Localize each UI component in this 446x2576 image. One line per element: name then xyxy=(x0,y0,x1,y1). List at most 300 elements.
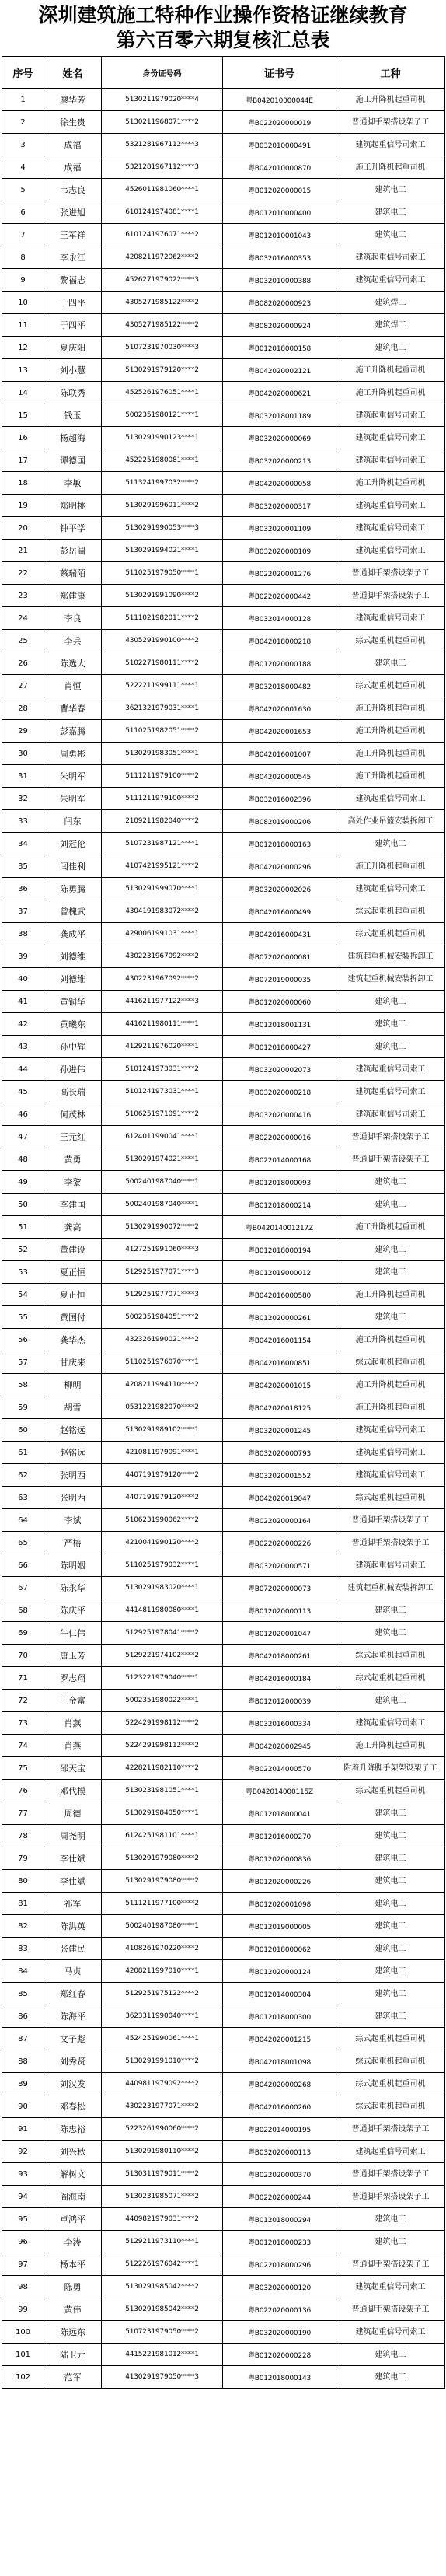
row-seq: 16 xyxy=(2,427,44,449)
row-id-number: 4304191983072****2 xyxy=(102,900,223,923)
row-cert-number: 粤B032016000334 xyxy=(223,1712,336,1735)
row-cert-number: 粤B032020000213 xyxy=(223,449,336,472)
table-row xyxy=(2,720,445,743)
row-job-type: 普通脚手架搭设架子工 xyxy=(336,1509,445,1532)
row-cert-number: 粤B022014000195 xyxy=(223,2118,336,2141)
table-row xyxy=(2,833,445,855)
row-job-type: 普通脚手架搭设架子工 xyxy=(336,2298,445,2321)
table-row xyxy=(2,1058,445,1081)
row-cert-number: 粤B012020000060 xyxy=(223,991,336,1013)
row-cert-number: 粤B012010000400 xyxy=(223,201,336,224)
row-id-number: 6124011990041****1 xyxy=(102,1126,223,1148)
row-id-number: 5130291983051****1 xyxy=(102,743,223,765)
row-id-number: 4407191979120****2 xyxy=(102,1487,223,1509)
table-row xyxy=(2,2050,445,2073)
row-job-type: 普通脚手架搭设架子工 xyxy=(336,2118,445,2141)
row-job-type: 普通脚手架搭设架子工 xyxy=(336,2163,445,2186)
row-name: 陈庆平 xyxy=(44,1599,102,1622)
row-seq: 82 xyxy=(2,1915,44,1938)
row-id-number: 4414811980080****1 xyxy=(102,1599,223,1622)
row-seq: 63 xyxy=(2,1487,44,1509)
row-job-type: 施工升降机起重司机 xyxy=(336,720,445,743)
row-seq: 80 xyxy=(2,1870,44,1893)
table-row xyxy=(2,359,445,382)
table-row xyxy=(2,1780,445,1802)
row-name: 阎海南 xyxy=(44,2186,102,2208)
row-cert-number: 粤B042014000115Z xyxy=(223,1780,336,1802)
row-seq: 24 xyxy=(2,607,44,630)
row-job-type: 施工升降机起重司机 xyxy=(336,697,445,720)
row-job-type: 综式起重机起重司机 xyxy=(336,2073,445,2095)
row-cert-number: 粤B012020000188 xyxy=(223,652,336,675)
table-row xyxy=(2,991,445,1013)
row-id-number: 5111211979100****2 xyxy=(102,765,223,788)
row-cert-number: 粤B012012000039 xyxy=(223,1690,336,1712)
row-id-number: 5321281967112****3 xyxy=(102,156,223,179)
row-seq: 48 xyxy=(2,1148,44,1171)
table-row xyxy=(2,1419,445,1442)
row-name: 钱玉 xyxy=(44,404,102,427)
row-name: 成福 xyxy=(44,134,102,156)
row-name: 黎福志 xyxy=(44,269,102,292)
header-row xyxy=(2,57,445,89)
table-row xyxy=(2,968,445,991)
row-seq: 88 xyxy=(2,2050,44,2073)
row-name: 李建国 xyxy=(44,1194,102,1216)
table-row xyxy=(2,382,445,404)
row-id-number: 4409811979092****2 xyxy=(102,2073,223,2095)
row-job-type: 综式起重机起重司机 xyxy=(336,1667,445,1690)
row-seq: 55 xyxy=(2,1306,44,1329)
row-job-type: 施工升降机起重司机 xyxy=(336,1329,445,1351)
row-id-number: 4323261990021****2 xyxy=(102,1329,223,1351)
row-cert-number: 粤B072020000081 xyxy=(223,945,336,968)
row-job-type: 建筑电工 xyxy=(336,224,445,246)
row-name: 董建设 xyxy=(44,1239,102,1261)
row-name: 甘庆来 xyxy=(44,1351,102,1374)
row-id-number: 5130291996011****2 xyxy=(102,495,223,517)
table-row xyxy=(2,2073,445,2095)
table-row xyxy=(2,201,445,224)
table-row xyxy=(2,697,445,720)
row-cert-number: 粤B032016002396 xyxy=(223,788,336,810)
row-name: 肖燕 xyxy=(44,1735,102,1757)
row-id-number: 4228211982110****2 xyxy=(102,1757,223,1780)
row-name: 陈忠裕 xyxy=(44,2118,102,2141)
row-id-number: 6124251981101****1 xyxy=(102,1825,223,1847)
row-cert-number: 粤B022014000168 xyxy=(223,1148,336,1171)
row-id-number: 5111021982011****2 xyxy=(102,607,223,630)
table-row xyxy=(2,652,445,675)
table-row xyxy=(2,517,445,540)
row-name: 李永江 xyxy=(44,246,102,269)
row-name: 张明西 xyxy=(44,1487,102,1509)
table-row xyxy=(2,1013,445,1036)
row-id-number: 5223261990060****2 xyxy=(102,2118,223,2141)
row-cert-number: 粤B032018000482 xyxy=(223,675,336,697)
row-name: 解树文 xyxy=(44,2163,102,2186)
row-seq: 83 xyxy=(2,1938,44,1960)
row-job-type: 建筑电工 xyxy=(336,337,445,359)
row-seq: 36 xyxy=(2,878,44,900)
row-seq: 17 xyxy=(2,449,44,472)
row-id-number: 5130291999070****1 xyxy=(102,878,223,900)
row-cert-number: 粤B012020000226 xyxy=(223,1870,336,1893)
row-id-number: 5110251979032****1 xyxy=(102,1554,223,1577)
row-id-number: 5123221979040****1 xyxy=(102,1667,223,1690)
row-id-number: 5110251976070****1 xyxy=(102,1351,223,1374)
row-cert-number: 粤B032016000353 xyxy=(223,246,336,269)
row-name: 陈明姻 xyxy=(44,1554,102,1577)
table-row xyxy=(2,878,445,900)
row-id-number: 5130291991090****2 xyxy=(102,585,223,607)
row-job-type: 建筑起重信号司索工 xyxy=(336,1712,445,1735)
row-cert-number: 粤B072019000035 xyxy=(223,968,336,991)
table-row xyxy=(2,1126,445,1148)
row-job-type: 建筑电工 xyxy=(336,1013,445,1036)
row-job-type: 施工升降机起重司机 xyxy=(336,89,445,111)
row-id-number: 5130291979080****2 xyxy=(102,1847,223,1870)
table-row xyxy=(2,2163,445,2186)
row-cert-number: 粤B012020000261 xyxy=(223,1306,336,1329)
row-name: 王金富 xyxy=(44,1690,102,1712)
row-seq: 7 xyxy=(2,224,44,246)
row-name: 李仕斌 xyxy=(44,1847,102,1870)
table-row xyxy=(2,1983,445,2005)
row-id-number: 4210811979091****1 xyxy=(102,1442,223,1464)
row-seq: 32 xyxy=(2,788,44,810)
row-cert-number: 粤B042016001007 xyxy=(223,743,336,765)
row-name: 邓春松 xyxy=(44,2095,102,2118)
row-seq: 22 xyxy=(2,562,44,585)
row-seq: 1 xyxy=(2,89,44,111)
table-row xyxy=(2,1306,445,1329)
row-cert-number: 粤B012018000214 xyxy=(223,1194,336,1216)
row-job-type: 施工升降机起重司机 xyxy=(336,855,445,878)
row-id-number: 4409821979031****2 xyxy=(102,2208,223,2231)
row-cert-number: 粤B042016000260 xyxy=(223,2095,336,2118)
row-id-number: 4305271985122****2 xyxy=(102,292,223,314)
row-cert-number: 粤B042010000044E xyxy=(223,89,336,111)
row-seq: 29 xyxy=(2,720,44,743)
table-row xyxy=(2,1532,445,1554)
table-row xyxy=(2,495,445,517)
row-job-type: 综式起重机起重司机 xyxy=(336,1351,445,1374)
row-cert-number: 粤B042020000621 xyxy=(223,382,336,404)
row-name: 郑明桃 xyxy=(44,495,102,517)
row-seq: 34 xyxy=(2,833,44,855)
row-job-type: 建筑起重信号司索工 xyxy=(336,1103,445,1126)
table-row xyxy=(2,1757,445,1780)
row-id-number: 5002401987040****1 xyxy=(102,1194,223,1216)
row-cert-number: 粤B032018001189 xyxy=(223,404,336,427)
table-row xyxy=(2,269,445,292)
row-id-number: 4208211972062****2 xyxy=(102,246,223,269)
row-id-number: 5129251977071****3 xyxy=(102,1284,223,1306)
row-job-type: 施工升降机起重司机 xyxy=(336,1284,445,1306)
row-job-type: 建筑起重信号司索工 xyxy=(336,1419,445,1442)
row-seq: 61 xyxy=(2,1442,44,1464)
row-cert-number: 粤B022020000442 xyxy=(223,585,336,607)
row-job-type: 普通脚手架搭设架子工 xyxy=(336,585,445,607)
table-body xyxy=(2,89,445,2389)
row-id-number: 2109211982040****2 xyxy=(102,810,223,833)
title-line-1: 深圳建筑施工特种作业操作资格证继续教育 xyxy=(38,4,408,26)
row-cert-number: 粤B042010000870 xyxy=(223,156,336,179)
table-row xyxy=(2,1239,445,1261)
row-seq: 102 xyxy=(2,2366,44,2389)
row-seq: 43 xyxy=(2,1036,44,1058)
row-job-type: 建筑电工 xyxy=(336,1306,445,1329)
row-id-number: 5130211979020****4 xyxy=(102,89,223,111)
row-job-type: 建筑起重信号司索工 xyxy=(336,246,445,269)
row-job-type: 建筑电工 xyxy=(336,1915,445,1938)
row-job-type: 综式起重机起重司机 xyxy=(336,923,445,945)
row-cert-number: 粤B012018000143 xyxy=(223,2366,336,2389)
table-row xyxy=(2,314,445,337)
row-cert-number: 粤B012014000304 xyxy=(223,1983,336,2005)
row-id-number: 5130291974021****1 xyxy=(102,1148,223,1171)
row-id-number: 4108261970220****2 xyxy=(102,1938,223,1960)
row-seq: 2 xyxy=(2,111,44,134)
table-row xyxy=(2,675,445,697)
row-job-type: 建筑电工 xyxy=(336,1239,445,1261)
row-id-number: 5224291998112****2 xyxy=(102,1735,223,1757)
table-row xyxy=(2,1690,445,1712)
row-name: 刘秀贤 xyxy=(44,2050,102,2073)
row-job-type: 建筑起重信号司索工 xyxy=(336,269,445,292)
row-cert-number: 粤B042020001215 xyxy=(223,2028,336,2050)
row-name: 邓代模 xyxy=(44,1780,102,1802)
row-name: 陆卫元 xyxy=(44,2344,102,2366)
row-job-type: 建筑电工 xyxy=(336,1171,445,1194)
row-cert-number: 粤B012018000194 xyxy=(223,1239,336,1261)
row-seq: 5 xyxy=(2,179,44,201)
table-row xyxy=(2,1599,445,1622)
row-seq: 86 xyxy=(2,2005,44,2028)
table-row xyxy=(2,2141,445,2163)
row-job-type: 施工升降机起重司机 xyxy=(336,1735,445,1757)
row-name: 罗志翔 xyxy=(44,1667,102,1690)
row-cert-number: 粤B042020002121 xyxy=(223,359,336,382)
row-id-number: 5130291994021****1 xyxy=(102,540,223,562)
row-name: 刘小慧 xyxy=(44,359,102,382)
row-name: 牛仁伟 xyxy=(44,1622,102,1645)
row-job-type: 建筑电工 xyxy=(336,1847,445,1870)
row-cert-number: 粤B022018000296 xyxy=(223,2253,336,2276)
row-cert-number: 粤B082020000924 xyxy=(223,314,336,337)
row-name: 黄勇 xyxy=(44,1148,102,1171)
row-name: 张建民 xyxy=(44,1938,102,1960)
row-job-type: 综式起重机起重司机 xyxy=(336,1487,445,1509)
row-id-number: 4302231967092****2 xyxy=(102,945,223,968)
table-row xyxy=(2,179,445,201)
row-seq: 56 xyxy=(2,1329,44,1351)
row-name: 陈选大 xyxy=(44,652,102,675)
row-seq: 51 xyxy=(2,1216,44,1239)
row-id-number: 5111211977100****2 xyxy=(102,1893,223,1915)
row-id-number: 4416211977122****3 xyxy=(102,991,223,1013)
row-name: 杨本平 xyxy=(44,2253,102,2276)
row-job-type: 建筑电工 xyxy=(336,2344,445,2366)
row-id-number: 5129251977071****3 xyxy=(102,1261,223,1284)
table-row xyxy=(2,246,445,269)
row-cert-number: 粤B042020001653 xyxy=(223,720,336,743)
row-name: 赵铭远 xyxy=(44,1419,102,1442)
row-seq: 65 xyxy=(2,1532,44,1554)
row-cert-number: 粤B022020000019 xyxy=(223,111,336,134)
row-id-number: 5129251978041****2 xyxy=(102,1622,223,1645)
row-job-type: 综式起重机起重司机 xyxy=(336,2050,445,2073)
row-cert-number: 粤B012018000300 xyxy=(223,2005,336,2028)
row-seq: 58 xyxy=(2,1374,44,1396)
row-seq: 50 xyxy=(2,1194,44,1216)
row-cert-number: 粤B022020000244 xyxy=(223,2186,336,2208)
row-name: 龚高 xyxy=(44,1216,102,1239)
row-seq: 95 xyxy=(2,2208,44,2231)
row-cert-number: 粤B032020001245 xyxy=(223,1419,336,1442)
table-row xyxy=(2,292,445,314)
row-cert-number: 粤B032020000113 xyxy=(223,2141,336,2163)
row-cert-number: 粤B082020000923 xyxy=(223,292,336,314)
row-seq: 97 xyxy=(2,2253,44,2276)
row-job-type: 建筑起重机械安装拆卸工 xyxy=(336,1577,445,1599)
row-cert-number: 粤B022020001276 xyxy=(223,562,336,585)
row-name: 陈海平 xyxy=(44,2005,102,2028)
row-seq: 59 xyxy=(2,1396,44,1419)
table-row xyxy=(2,2208,445,2231)
row-cert-number: 粤B042020000296 xyxy=(223,855,336,878)
row-job-type: 建筑焊工 xyxy=(336,314,445,337)
row-id-number: 5130291991010****2 xyxy=(102,2050,223,2073)
row-name: 马贞 xyxy=(44,1960,102,1983)
row-name: 孙中辉 xyxy=(44,1036,102,1058)
row-job-type: 综式起重机起重司机 xyxy=(336,675,445,697)
row-cert-number: 粤B042016000184 xyxy=(223,1667,336,1690)
row-cert-number: 粤B032020000416 xyxy=(223,1103,336,1126)
row-name: 黄伟 xyxy=(44,2298,102,2321)
row-seq: 13 xyxy=(2,359,44,382)
row-seq: 21 xyxy=(2,540,44,562)
row-name: 杨超海 xyxy=(44,427,102,449)
row-job-type: 建筑电工 xyxy=(336,1938,445,1960)
table-row xyxy=(2,2005,445,2028)
row-job-type: 施工升降机起重司机 xyxy=(336,743,445,765)
row-id-number: 5102271980111****2 xyxy=(102,652,223,675)
row-cert-number: 粤B042016000851 xyxy=(223,1351,336,1374)
row-cert-number: 粤B032014000128 xyxy=(223,607,336,630)
row-name: 黄曦东 xyxy=(44,1013,102,1036)
row-seq: 78 xyxy=(2,1825,44,1847)
row-job-type: 普通脚手架搭设架子工 xyxy=(336,1532,445,1554)
table-row xyxy=(2,1261,445,1284)
row-seq: 53 xyxy=(2,1261,44,1284)
summary-table xyxy=(2,56,445,2389)
row-id-number: 5130291979120****2 xyxy=(102,359,223,382)
table-row xyxy=(2,1487,445,1509)
header-seq: 序号 xyxy=(2,57,44,89)
row-seq: 46 xyxy=(2,1103,44,1126)
row-seq: 76 xyxy=(2,1780,44,1802)
row-job-type: 建筑电工 xyxy=(336,2208,445,2231)
row-id-number: 6101241976071****2 xyxy=(102,224,223,246)
row-name: 李兵 xyxy=(44,630,102,652)
row-id-number: 5110251979050****1 xyxy=(102,562,223,585)
table-row xyxy=(2,1329,445,1351)
table-row xyxy=(2,1374,445,1396)
row-cert-number: 粤B012018000294 xyxy=(223,2208,336,2231)
row-seq: 99 xyxy=(2,2298,44,2321)
row-name: 李涛 xyxy=(44,2231,102,2253)
row-id-number: 5130211968071****2 xyxy=(102,111,223,134)
row-seq: 93 xyxy=(2,2163,44,2186)
row-cert-number: 粤B012018000163 xyxy=(223,833,336,855)
row-id-number: 5129251975122****2 xyxy=(102,1983,223,2005)
table-row xyxy=(2,1194,445,1216)
row-id-number: 6101241974081****1 xyxy=(102,201,223,224)
row-cert-number: 粤B032020002073 xyxy=(223,1058,336,1081)
row-id-number: 5130291989102****1 xyxy=(102,1419,223,1442)
table-row xyxy=(2,1464,445,1487)
table-row xyxy=(2,788,445,810)
row-name: 黄国付 xyxy=(44,1306,102,1329)
row-id-number: 5107231987121****1 xyxy=(102,833,223,855)
row-id-number: 5130291990123****1 xyxy=(102,427,223,449)
row-seq: 73 xyxy=(2,1712,44,1735)
row-job-type: 普通脚手架搭设架子工 xyxy=(336,2253,445,2276)
table-row xyxy=(2,1577,445,1599)
row-cert-number: 粤B042020001630 xyxy=(223,697,336,720)
row-name: 闫佳利 xyxy=(44,855,102,878)
row-cert-number: 粤B032020000109 xyxy=(223,540,336,562)
table-row xyxy=(2,1712,445,1735)
row-seq: 68 xyxy=(2,1599,44,1622)
row-cert-number: 粤B032020001552 xyxy=(223,1464,336,1487)
row-cert-number: 粤B012020000836 xyxy=(223,1847,336,1870)
table-row xyxy=(2,2276,445,2298)
row-id-number: 4290061991031****1 xyxy=(102,923,223,945)
row-job-type: 建筑电工 xyxy=(336,2366,445,2389)
row-name: 何茂林 xyxy=(44,1103,102,1126)
row-job-type: 建筑电工 xyxy=(336,1983,445,2005)
row-id-number: 5113241997032****2 xyxy=(102,472,223,495)
row-seq: 54 xyxy=(2,1284,44,1306)
row-name: 朱明军 xyxy=(44,788,102,810)
row-name: 肖燕 xyxy=(44,1712,102,1735)
row-seq: 4 xyxy=(2,156,44,179)
row-job-type: 建筑电工 xyxy=(336,2005,445,2028)
table-row xyxy=(2,1216,445,1239)
row-id-number: 5129221974102****2 xyxy=(102,1645,223,1667)
row-cert-number: 粤B012020001098 xyxy=(223,1893,336,1915)
row-id-number: 4415221981012****1 xyxy=(102,2344,223,2366)
row-cert-number: 粤B032020000120 xyxy=(223,2276,336,2298)
table-row xyxy=(2,1960,445,1983)
row-id-number: 5130291985042****2 xyxy=(102,2276,223,2298)
row-id-number: 5110251982051****2 xyxy=(102,720,223,743)
row-id-number: 4526011981060****1 xyxy=(102,179,223,201)
row-job-type: 建筑电工 xyxy=(336,1802,445,1825)
row-seq: 19 xyxy=(2,495,44,517)
row-id-number: 5101241973031****1 xyxy=(102,1081,223,1103)
row-name: 陈勇腾 xyxy=(44,878,102,900)
row-seq: 31 xyxy=(2,765,44,788)
row-job-type: 建筑电工 xyxy=(336,1690,445,1712)
row-cert-number: 粤B022014000570 xyxy=(223,1757,336,1780)
table-row xyxy=(2,1645,445,1667)
table-row xyxy=(2,1081,445,1103)
row-seq: 3 xyxy=(2,134,44,156)
